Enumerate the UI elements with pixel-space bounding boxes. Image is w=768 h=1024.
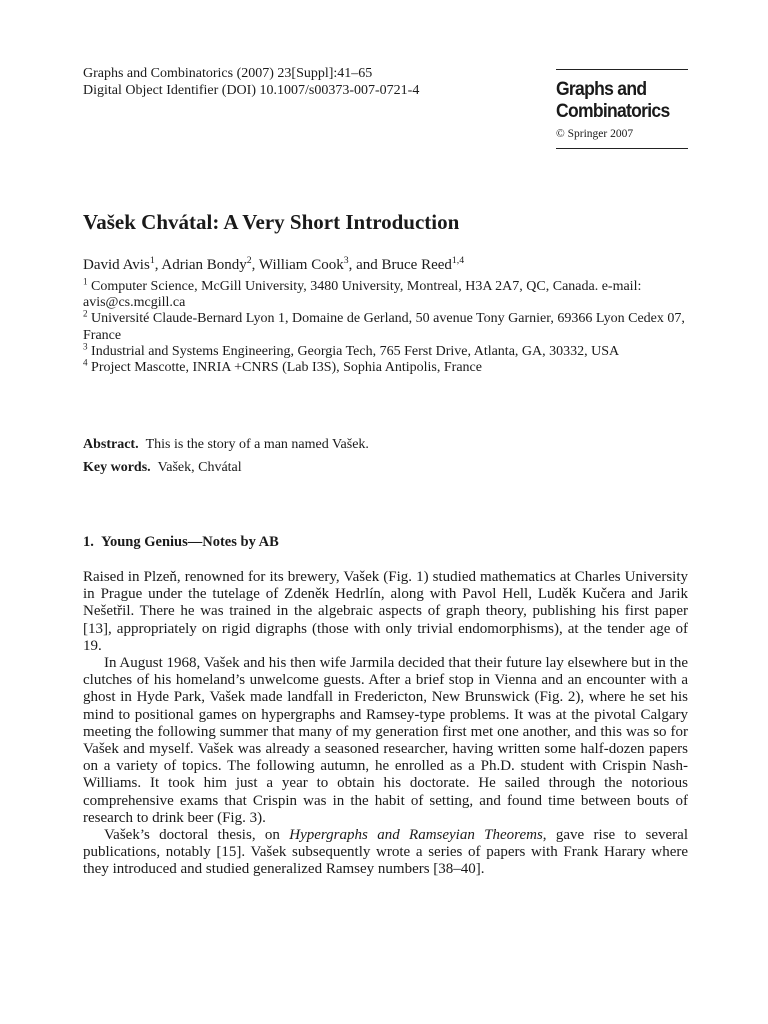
paragraph-text: , gave rise to several publications, notably [15]. Vašek subsequently wrote a series of papers with Frank Harary where they introduced and studied generalized Ramsey numbers [38–40]. — [83, 827, 689, 878]
paragraph-text: Vašek’s doctoral thesis, on — [104, 827, 290, 844]
affiliation — [83, 276, 691, 311]
paragraph — [83, 827, 688, 879]
affiliation-number: 1 — [83, 276, 88, 287]
author-sup: 1 — [149, 255, 155, 266]
body-text — [83, 569, 688, 879]
author-name: Bruce Reed — [381, 257, 452, 273]
journal-title-line2: Combinatorics — [556, 100, 670, 122]
keywords — [83, 460, 242, 476]
keywords-label: Key words. — [83, 460, 151, 475]
author-sep: , and — [348, 257, 382, 273]
keywords-text: Vašek, Chvátal — [157, 460, 242, 475]
section-heading — [83, 534, 279, 551]
affiliation-text: Université Claude-Bernard Lyon 1, Domaine de Gerland, 50 avenue Tony Garnier, 69366 Lyon Cedex 07, France — [83, 311, 685, 343]
author-sep: , — [251, 257, 259, 273]
running-header — [83, 66, 419, 99]
author-name: Adrian Bondy — [161, 257, 247, 273]
publisher-copyright: © Springer 2007 — [556, 128, 634, 140]
author-list — [83, 257, 464, 274]
affiliation-text: Industrial and Systems Engineering, Georgia Tech, 765 Ferst Drive, Atlanta, GA, 30332, USA — [91, 343, 620, 359]
author-name: William Cook — [258, 257, 344, 273]
affiliation-number: 2 — [83, 308, 88, 319]
paper-title: Vašek Chvátal: A Very Short Introduction — [83, 210, 460, 234]
author-sup: 1,4 — [451, 255, 465, 266]
thesis-title: Hypergraphs and Ramseyian Theorems — [289, 827, 543, 844]
abstract-label: Abstract. — [83, 437, 139, 452]
section-number: 1. — [83, 534, 94, 550]
paragraph: In August 1968, Vašek and his then wife Jarmila decided that their future lay elsewhere but in the clutches of his homeland’s unwelcome guests. After a brief stop in Vienna and an encounter with a ghost in Hyde Park, Vašek made landfall in Fredericton, New Brunswick (Fig. 2), where he set his mind to positional games on hypergraphs and Ramsey-type problems. It was at the pivotal Calgary meeting the following summer that many of my generation first met one another, and this was so for Vašek and myself. Vašek was already a seasoned researcher, having written some half-dozen papers on a variety of topics. The following autumn, he enrolled as a Ph.D. student with Crispin Nash-Williams. It took him just a year to obtain his doctorate. He sailed through the notorious comprehensive exams that Crispin was in the habit of setting, and found time between bouts of research to drink beer (Fig. 3). — [83, 655, 688, 826]
affiliation-number: 4 — [83, 357, 88, 368]
journal-logo-block — [556, 69, 688, 149]
author-sep: , — [154, 257, 162, 273]
paragraph: Raised in Plzeň, renowned for its brewery, Vašek (Fig. 1) studied mathematics at Charles University in Prague under the tutelage of Zdeněk Hedrlín, along with Pavol Hell, Luděk Kučera and Jarik Nešetřil. There he was trained in the algebraic aspects of graph theory, publishing his first paper [13], appropriately on rigid digraphs (those with only trivial endomorphisms), at the tender age of 19. — [83, 569, 688, 654]
abstract — [83, 437, 369, 453]
section-title: Young Genius—Notes by AB — [101, 534, 279, 550]
author-name: David Avis — [83, 257, 150, 273]
abstract-text: This is the story of a man named Vašek. — [145, 437, 369, 452]
affiliation — [83, 357, 691, 376]
affiliation-text: Computer Science, McGill University, 3480 University, Montreal, H3A 2A7, QC, Canada. e-mail: avis@cs.mcgill.ca — [83, 279, 642, 311]
author-sup: 3 — [343, 255, 349, 266]
affiliation-text: Project Mascotte, INRIA +CNRS (Lab I3S), Sophia Antipolis, France — [91, 360, 482, 376]
author-sup: 2 — [246, 255, 252, 266]
affiliation — [83, 341, 691, 360]
doi: Digital Object Identifier (DOI) 10.1007/s00373-007-0721-4 — [83, 82, 420, 98]
affiliation — [83, 308, 691, 343]
journal-title-line1: Graphs and — [556, 78, 647, 100]
affiliation-number: 3 — [83, 341, 88, 352]
citation: Graphs and Combinatorics (2007) 23[Suppl]:41–65 — [83, 66, 373, 81]
affiliations — [83, 276, 691, 376]
